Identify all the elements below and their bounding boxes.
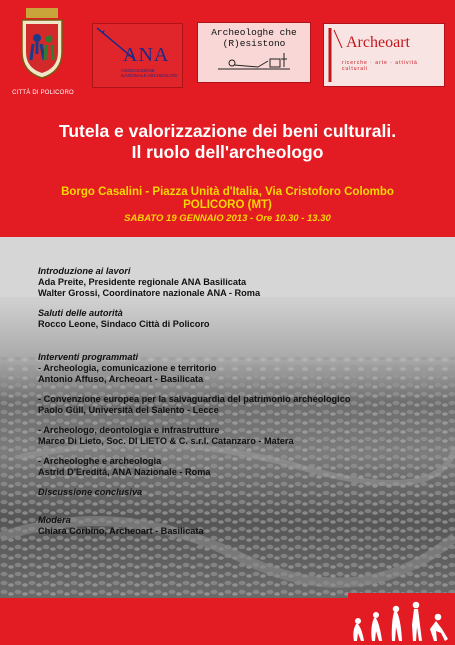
logo-strip [0,0,455,112]
venue-line-1: Borgo Casalini - Piazza Unità d'Italia, Via Cristoforo Colombo [61,186,394,198]
ana-title: ANA [123,44,170,66]
talk-4-title: - Archeologhe e archeologia [38,456,162,466]
event-date: SABATO 19 GENNAIO 2013 - Ore 10.30 - 13.30 [124,213,331,224]
ana-subtitle: ASSOCIAZIONE NAZIONALE ARCHEOLOGI [121,68,178,78]
intro-heading: Introduzione ai lavori [38,266,131,276]
resistono-title: Archeologhe che (R)esistono [211,27,297,49]
main-title [0,121,455,163]
saluti-heading: Saluti delle autorità [38,308,123,318]
ana-logo [92,23,183,88]
modera-speaker: Chiara Corbino, Archeoart - Basilicata [38,526,204,536]
talk-2-speaker: Paolo Güll, Università del Salento - Lecce [38,405,219,415]
modera-heading: Modera [38,515,71,525]
program-list [38,266,438,537]
title-line-1: Tutela e valorizzazione dei beni culturali. [58,121,397,141]
discussione-heading: Discussione conclusiva [38,487,143,497]
talk-1-speaker: Antonio Affuso, Archeoart - Basilicata [38,374,204,384]
archeoart-subtitle: ricerche · arte · attività culturali [342,60,418,72]
resistono-logo-icon [198,23,310,82]
archeoart-logo [323,23,445,87]
talk-1-title: - Archeologia, comunicazione e territorio [38,363,217,373]
saluti-speaker: Rocco Leone, Sindaco Città di Policoro [38,319,210,329]
talk-3-speaker: Marco Di Lieto, Soc. DI LIETO & C. s.r.l. Catanzaro - Matera [38,436,294,446]
resistono-logo [197,22,311,83]
crest-caption: CITTÀ DI POLICORO [12,90,74,96]
venue-line-2: POLICORO (MT) [183,199,272,211]
talk-4-speaker: Astrid D'Ereditá, ANA Nazionale - Roma [38,467,211,477]
intro-speaker-1: Ada Preite, Presidente regionale ANA Basilicata [38,277,247,287]
talk-3-title: - Archeologo, deontologia e infrastrutture [38,425,220,435]
venue-block [0,186,455,225]
intro-speaker-2: Walter Grossi, Coordinatore nazionale ANA - Roma [38,288,261,298]
evolution-graphic [348,593,455,645]
talk-2-title: - Convenzione europea per la salvaguardia del patrimonio archeologico [38,394,351,404]
archeoart-title: Archeoart [346,34,410,51]
city-crest-icon [18,8,66,80]
interventi-heading: Interventi programmati [38,352,139,362]
title-line-2: Il ruolo dell'archeologo [131,142,324,162]
human-evolution-icon [348,593,455,645]
